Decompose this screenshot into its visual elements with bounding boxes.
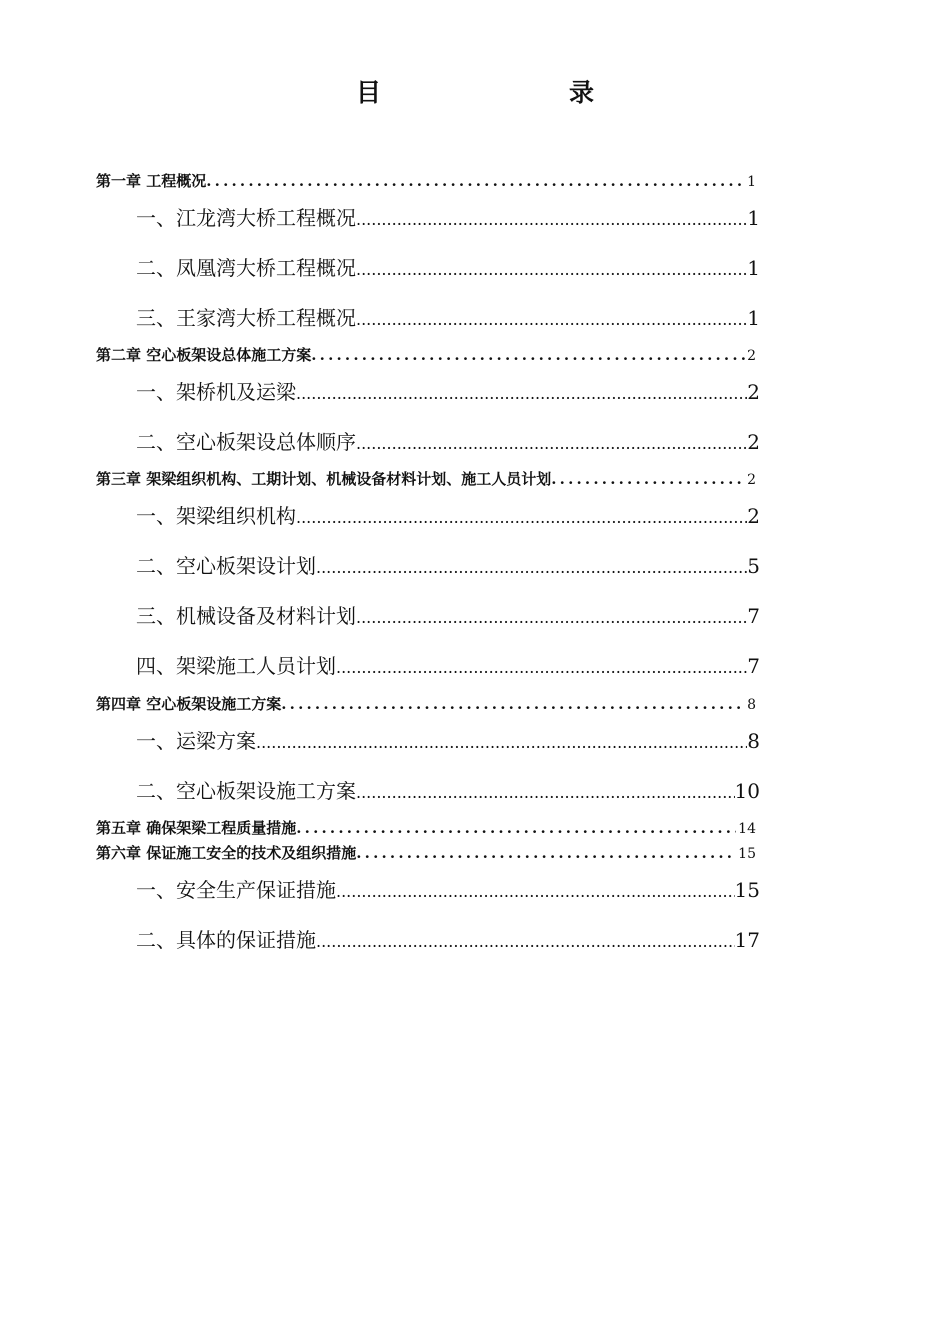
- dot-leader: [296, 818, 736, 838]
- toc-entry-text: 第六章 保证施工安全的技术及组织措施: [96, 844, 357, 862]
- toc-page-number: 8: [747, 697, 756, 713]
- toc-page-number: 14: [738, 821, 756, 837]
- dot-leader: [356, 605, 747, 631]
- toc-entry-text: 二、空心板架设计划: [136, 554, 316, 578]
- toc-entry-text: 二、空心板架设施工方案: [136, 779, 356, 803]
- toc-page-number: 15: [738, 846, 756, 862]
- toc-chapter-3[interactable]: [96, 469, 756, 490]
- toc-section-3-1[interactable]: [136, 503, 760, 531]
- toc-entry-text: 第二章 空心板架设总体施工方案: [96, 346, 312, 364]
- toc-page-number: 2: [747, 380, 760, 404]
- dot-leader: [356, 257, 747, 283]
- toc-section-2-1[interactable]: [136, 379, 760, 407]
- dot-leader: [296, 381, 747, 407]
- toc-section-3-4[interactable]: [136, 653, 760, 681]
- toc-section-6-2[interactable]: [136, 927, 760, 955]
- toc-section-1-3[interactable]: [136, 305, 760, 333]
- dot-leader: [206, 171, 745, 191]
- toc-section-2-2[interactable]: [136, 429, 760, 457]
- toc-page-number: 7: [747, 604, 760, 628]
- dot-leader: [356, 307, 747, 333]
- toc-section-4-1[interactable]: [136, 728, 760, 756]
- toc-entry-text: 一、安全生产保证措施: [136, 878, 336, 902]
- toc-page-number: 10: [734, 779, 760, 803]
- toc-chapter-1[interactable]: [96, 171, 756, 192]
- toc-entry-text: 第五章 确保架梁工程质量措施: [96, 819, 297, 837]
- toc-page-number: 2: [747, 348, 756, 364]
- toc-entry-text: 第四章 空心板架设施工方案: [96, 695, 282, 713]
- toc-entry-text: 一、架桥机及运梁: [136, 380, 296, 404]
- dot-leader: [356, 207, 747, 233]
- dot-leader: [356, 780, 735, 806]
- dot-leader: [311, 345, 745, 365]
- toc-page-number: 2: [747, 430, 760, 454]
- toc-chapter-2[interactable]: [96, 345, 756, 366]
- toc-entry-text: 三、机械设备及材料计划: [136, 604, 356, 628]
- toc-page-number: 2: [747, 504, 760, 528]
- dot-leader: [316, 929, 735, 955]
- toc-entry-text: 一、运梁方案: [136, 729, 256, 753]
- dot-leader: [336, 655, 747, 681]
- toc-page-number: 1: [747, 306, 760, 330]
- page-title: 目 录: [355, 78, 640, 107]
- dot-leader: [296, 505, 747, 531]
- toc-chapter-6[interactable]: [96, 843, 756, 864]
- toc-section-1-1[interactable]: [136, 205, 760, 233]
- toc-entry-text: 二、空心板架设总体顺序: [136, 430, 356, 454]
- dot-leader: [356, 843, 736, 863]
- toc-chapter-4[interactable]: [96, 694, 756, 715]
- toc-page-number: 8: [747, 729, 760, 753]
- dot-leader: [551, 469, 745, 489]
- toc-entry-text: 第三章 架梁组织机构、工期计划、机械设备材料计划、施工人员计划: [96, 470, 552, 488]
- toc-section-6-1[interactable]: [136, 877, 760, 905]
- toc-page-number: 17: [734, 928, 760, 952]
- dot-leader: [316, 555, 747, 581]
- toc-page-number: 2: [747, 472, 756, 488]
- toc-entry-text: 一、江龙湾大桥工程概况: [136, 206, 356, 230]
- toc-page-number: 1: [747, 206, 760, 230]
- dot-leader: [256, 730, 747, 756]
- toc-entry-text: 第一章 工程概况: [96, 172, 207, 190]
- toc-section-4-2[interactable]: [136, 778, 760, 806]
- toc-section-1-2[interactable]: [136, 255, 760, 283]
- toc-page-number: 1: [747, 256, 760, 280]
- toc-section-3-2[interactable]: [136, 553, 760, 581]
- toc-entry-text: 一、架梁组织机构: [136, 504, 296, 528]
- toc-entry-text: 二、凤凰湾大桥工程概况: [136, 256, 356, 280]
- toc-page-number: 5: [747, 554, 760, 578]
- dot-leader: [356, 431, 747, 457]
- dot-leader: [281, 694, 745, 714]
- toc-entry-text: 二、具体的保证措施: [136, 928, 316, 952]
- toc-entry-text: 三、王家湾大桥工程概况: [136, 306, 356, 330]
- dot-leader: [336, 879, 735, 905]
- toc-section-3-3[interactable]: [136, 603, 760, 631]
- toc-chapter-5[interactable]: [96, 818, 756, 839]
- table-of-contents: [96, 0, 760, 1000]
- toc-page-number: 15: [734, 878, 760, 902]
- toc-entry-text: 四、架梁施工人员计划: [136, 654, 336, 678]
- toc-page-number: 1: [747, 174, 756, 190]
- toc-page-number: 7: [747, 654, 760, 678]
